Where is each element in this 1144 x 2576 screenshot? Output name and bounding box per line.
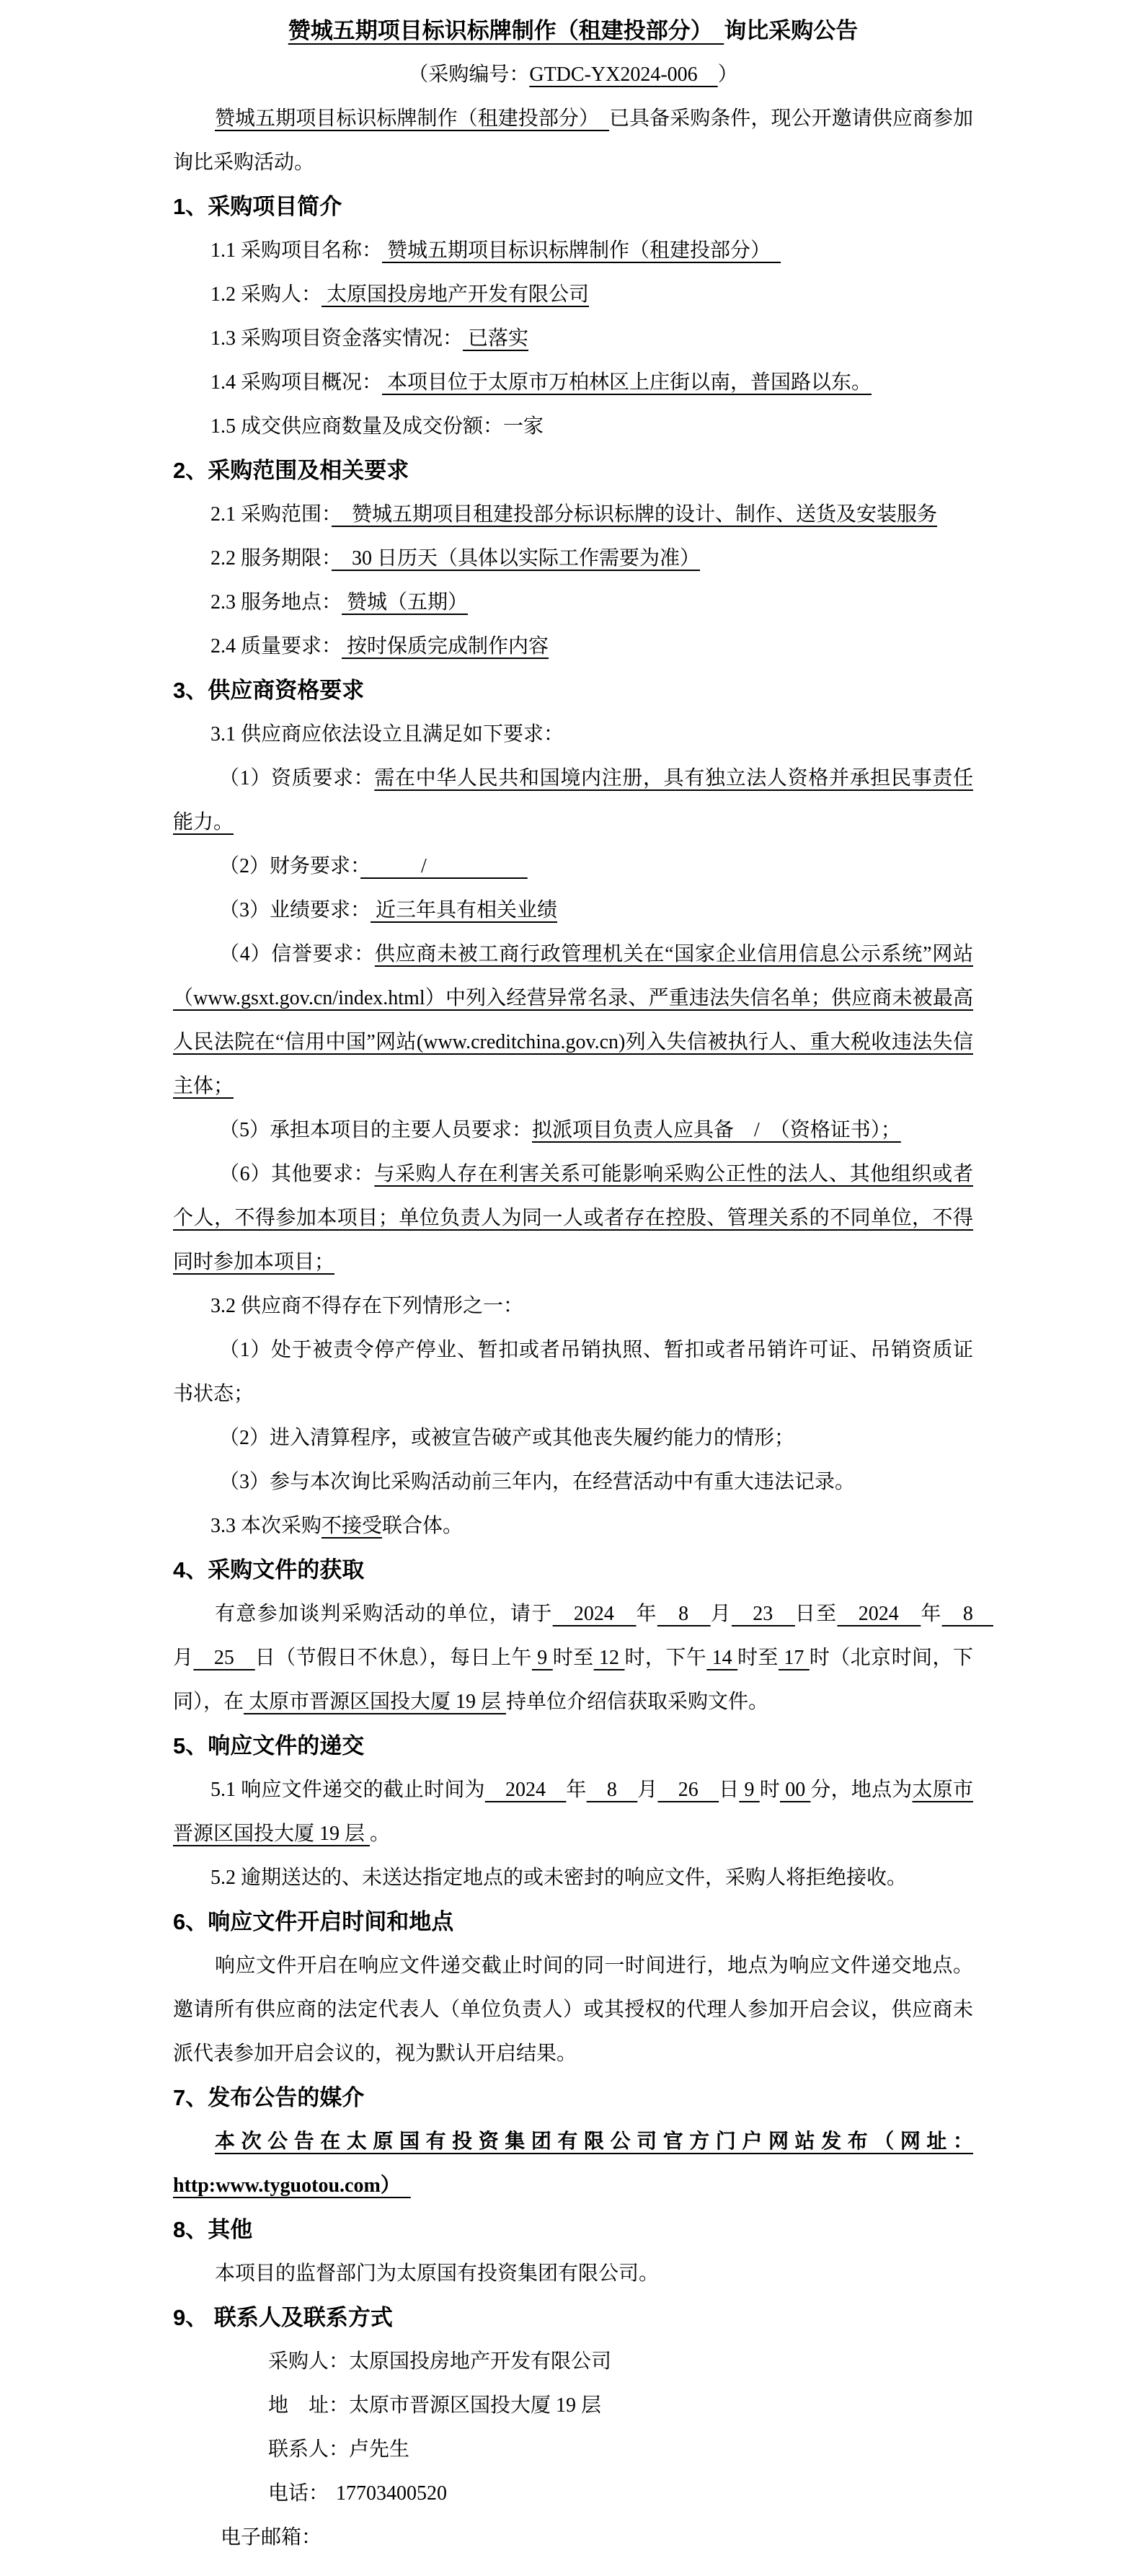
section-2-heading — [173, 448, 973, 492]
section-2-heading-run-0: 2、采购范围及相关要求 — [173, 458, 409, 483]
section-4-paragraph-run-1: 2024 — [552, 1603, 637, 1625]
item-3-2-run-0: 3.2 供应商不得存在下列情形之一： — [210, 1295, 524, 1317]
contact-person — [173, 2427, 973, 2471]
section-9-heading-run-0: 9、 联系人及联系方式 — [173, 2305, 393, 2330]
procurement-number-run-2: ） — [717, 63, 738, 86]
item-3-1-2 — [173, 844, 973, 888]
item-2-1-run-1: 赞城五期项目租建投部分标识标牌的设计、制作、送货及安装服务 — [332, 503, 938, 526]
procurement-number — [173, 53, 973, 97]
item-5-1-run-11: 太原市晋源区国投大厦 19 层 — [173, 1779, 973, 1845]
item-1-4-run-0: 1.4 采购项目概况： — [210, 371, 383, 394]
item-2-4-run-0: 2.4 质量要求： — [210, 635, 342, 658]
item-2-2 — [173, 536, 973, 580]
item-2-1-run-0: 2.1 采购范围： — [210, 503, 332, 526]
item-5-2 — [173, 1856, 973, 1900]
contact-person-run-1: 卢先生 — [349, 2438, 410, 2461]
item-2-4-run-1: 按时保质完成制作内容 — [342, 635, 549, 658]
intro-paragraph-run-0: 赞城五期项目标识标牌制作（租建投部分） — [215, 107, 610, 130]
item-2-4 — [173, 624, 973, 668]
item-3-1-5 — [173, 1108, 973, 1152]
section-7-paragraph-run-1: http:www.tyguotou.com） — [173, 2174, 411, 2197]
section-4-paragraph-run-11: 25 — [193, 1647, 255, 1669]
contact-person-run-0: 联系人： — [268, 2438, 350, 2461]
document-title-run-1: 询比采购公告 — [724, 18, 859, 43]
item-1-5-run-0: 1.5 成交供应商数量及成交份额：一家 — [210, 415, 544, 438]
item-3-2 — [173, 1284, 973, 1328]
item-1-3-run-0: 1.3 采购项目资金落实情况： — [210, 327, 464, 350]
section-4-paragraph-run-13: 9 — [531, 1647, 553, 1669]
section-5-heading — [173, 1724, 973, 1768]
item-5-1-run-7: 9 — [739, 1779, 760, 1801]
document-body — [173, 9, 993, 2559]
item-3-1-6-run-1: 与采购人存在利害关系可能影响采购公正性的法人、其他组织或者个人，不得参加本项目；单位负责人为同一人或者存在控股、管理关系的不同单位，不得同时参加本项目； — [173, 1163, 973, 1273]
item-2-1 — [173, 492, 973, 536]
item-3-2-1 — [173, 1328, 973, 1416]
section-4-paragraph-run-9: 8 — [941, 1603, 993, 1625]
item-5-2-run-0: 5.2 逾期送达的、未送达指定地点的或未密封的响应文件，采购人将拒绝接收。 — [210, 1867, 908, 1889]
section-4-paragraph-run-3: 8 — [657, 1603, 711, 1625]
section-8-heading — [173, 2208, 973, 2252]
item-3-1-6-run-0: （6）其他要求： — [219, 1163, 375, 1185]
section-4-heading — [173, 1548, 973, 1592]
item-3-3-run-0: 3.3 本次采购 — [210, 1515, 322, 1537]
item-5-1-run-6: 日 — [719, 1779, 740, 1801]
section-8-paragraph — [173, 2252, 973, 2296]
item-1-2 — [173, 273, 973, 317]
item-1-1-run-1: 赞城五期项目标识标牌制作（租建投部分） — [382, 239, 781, 262]
section-1-heading-run-0: 1、采购项目简介 — [173, 194, 342, 219]
item-3-1-5-run-1: 拟派项目负责人应具备 / （资格证书）； — [532, 1119, 901, 1141]
section-4-paragraph-run-19: 17 — [779, 1647, 810, 1669]
section-4-paragraph-run-6: 日至 — [794, 1603, 838, 1625]
section-4-paragraph-run-20: 时（北京时间，下同），在 — [173, 1647, 973, 1713]
item-5-1-run-10: 分，地点为 — [810, 1779, 913, 1801]
item-3-2-3-run-0: （3）参与本次询比采购活动前三年内，在经营活动中有重大违法记录。 — [219, 1471, 856, 1493]
contact-email — [173, 2515, 973, 2559]
section-4-paragraph-run-4: 月 — [710, 1603, 732, 1625]
section-7-heading-run-0: 7、发布公告的媒介 — [173, 2085, 365, 2110]
item-2-3-run-0: 2.3 服务地点： — [210, 591, 342, 614]
item-1-4-run-1: 本项目位于太原市万柏林区上庄街以南，普国路以东。 — [382, 371, 872, 394]
item-1-4 — [173, 360, 973, 404]
section-7-paragraph — [173, 2120, 973, 2208]
item-1-1-run-0: 1.1 采购项目名称： — [210, 239, 383, 262]
item-5-1-run-0: 5.1 响应文件递交的截止时间为 — [210, 1779, 485, 1801]
contact-phone-run-0: 电话： — [268, 2482, 329, 2505]
item-3-2-2 — [173, 1416, 973, 1460]
section-4-paragraph-run-5: 23 — [731, 1603, 795, 1625]
section-4-paragraph-run-18: 时至 — [737, 1647, 779, 1669]
section-4-paragraph-run-10: 月 — [173, 1647, 194, 1669]
item-1-3-run-1: 已落实 — [463, 327, 529, 350]
section-4-paragraph-run-21: 太原市晋源区国投大厦 19 层 — [244, 1691, 507, 1713]
item-5-1-run-5: 26 — [657, 1779, 719, 1801]
section-4-paragraph-run-15: 12 — [593, 1647, 625, 1669]
item-3-1-4-run-0: （4）信誉要求： — [219, 943, 375, 965]
section-8-paragraph-run-0: 本项目的监督部门为太原国有投资集团有限公司。 — [215, 2262, 660, 2285]
contact-purchaser-run-1: 太原国投房地产开发有限公司 — [349, 2350, 612, 2373]
section-3-heading-run-0: 3、供应商资格要求 — [173, 678, 365, 703]
document-title — [173, 9, 973, 53]
contact-purchaser-run-0: 采购人： — [268, 2350, 350, 2373]
item-1-2-run-0: 1.2 采购人： — [210, 283, 322, 306]
section-4-paragraph-run-8: 年 — [921, 1603, 942, 1625]
item-3-1-3 — [173, 888, 973, 932]
procurement-number-run-1: GTDC-YX2024-006 — [529, 63, 718, 86]
section-4-paragraph — [173, 1592, 993, 1724]
section-6-paragraph-run-0: 响应文件开启在响应文件递交截止时间的同一时间进行，地点为响应文件递交地点。邀请所有供应商的法定代表人（单位负责人）或其授权的代理人参加开启会议，供应商未派代表参加开启会议的，视为默认开启结果。 — [173, 1955, 973, 2065]
section-4-paragraph-run-14: 时至 — [552, 1647, 594, 1669]
section-4-paragraph-run-2: 年 — [636, 1603, 657, 1625]
section-1-heading — [173, 185, 973, 229]
item-3-3-run-2: 联合体。 — [382, 1515, 464, 1537]
section-9-heading — [173, 2296, 973, 2340]
item-3-1-2-run-1: / — [360, 855, 528, 877]
section-4-heading-run-0: 4、采购文件的获取 — [173, 1557, 365, 1583]
item-1-2-run-1: 太原国投房地产开发有限公司 — [322, 283, 590, 306]
item-3-1-6 — [173, 1152, 973, 1284]
contact-phone-run-1: 17703400520 — [336, 2482, 447, 2505]
item-5-1-run-2: 年 — [566, 1779, 587, 1801]
section-6-heading-run-0: 6、响应文件开启时间和地点 — [173, 1909, 454, 1934]
item-3-1-1-run-0: （1）资质要求： — [219, 767, 375, 789]
item-5-1-run-12: 。 — [370, 1823, 391, 1845]
item-5-1-run-9: 00 — [780, 1779, 811, 1801]
item-2-2-run-0: 2.2 服务期限： — [210, 547, 332, 570]
contact-address-run-1: 太原市晋源区国投大厦 19 层 — [349, 2394, 602, 2417]
item-3-1-3-run-1: 近三年具有相关业绩 — [371, 899, 558, 921]
document-title-run-0: 赞城五期项目标识标牌制作（租建投部分） — [288, 18, 724, 43]
item-5-1-run-8: 时 — [759, 1779, 780, 1801]
item-3-1-4-run-1: 供应商未被工商行政管理机关在“国家企业信用信息公示系统”网站（www.gsxt.gov.cn/index.html）中列入经营异常名录、严重违法失信名单；供应商未被最高人民法院在“信用中国”网站(www.creditchina.gov.cn)列入失信被执行人、重大税收违法失信主体； — [173, 943, 973, 1097]
item-3-1 — [173, 712, 973, 756]
item-2-2-run-1: 30 日历天（具体以实际工作需要为准） — [332, 547, 701, 570]
item-5-1 — [173, 1768, 973, 1856]
procurement-number-run-0: （采购编号： — [408, 63, 530, 86]
item-5-1-run-1: 2024 — [484, 1779, 567, 1801]
section-6-paragraph — [173, 1944, 973, 2076]
intro-paragraph — [173, 97, 973, 185]
section-4-paragraph-run-7: 2024 — [837, 1603, 921, 1625]
item-5-1-run-4: 月 — [637, 1779, 658, 1801]
item-3-1-4 — [173, 932, 973, 1108]
item-3-1-1-run-1: 需在中华人民共和国境内注册，具有独立法人资格并承担民事责任能力。 — [173, 767, 973, 833]
item-3-1-3-run-0: （3）业绩要求： — [219, 899, 371, 921]
item-3-2-3 — [173, 1460, 973, 1504]
item-1-3 — [173, 317, 973, 360]
item-3-1-5-run-0: （5）承担本项目的主要人员要求： — [219, 1119, 533, 1141]
item-1-1 — [173, 229, 973, 273]
section-4-paragraph-run-12: 日（节假日不休息），每日上午 — [254, 1647, 532, 1669]
item-3-1-run-0: 3.1 供应商应依法设立且满足如下要求： — [210, 723, 564, 745]
section-4-paragraph-run-22: 持单位介绍信获取采购文件。 — [506, 1691, 769, 1713]
item-3-3 — [173, 1504, 973, 1548]
section-3-heading — [173, 668, 973, 712]
contact-address — [173, 2384, 973, 2427]
item-2-3-run-1: 赞城（五期） — [342, 591, 469, 614]
section-5-heading-run-0: 5、响应文件的递交 — [173, 1733, 365, 1758]
item-5-1-run-3: 8 — [586, 1779, 638, 1801]
contact-address-run-0: 地 址： — [268, 2394, 350, 2417]
item-3-1-2-run-0: （2）财务要求： — [219, 855, 361, 877]
contact-purchaser — [173, 2340, 973, 2384]
section-4-paragraph-run-0: 有意参加谈判采购活动的单位，请于 — [215, 1603, 553, 1625]
section-7-paragraph-run-0: 本次公告在太原国有投资集团有限公司官方门户网站发布（网址： — [215, 2130, 973, 2153]
item-1-5 — [173, 404, 973, 448]
item-3-1-1 — [173, 756, 973, 844]
item-3-3-run-1: 不接受 — [322, 1515, 383, 1537]
section-4-paragraph-run-17: 14 — [706, 1647, 738, 1669]
item-2-3 — [173, 580, 973, 624]
intro-paragraph-run-1: 已具备采购条件，现公开邀请供应商参加询比采购活动。 — [173, 107, 973, 174]
section-8-heading-run-0: 8、其他 — [173, 2217, 253, 2242]
item-3-2-2-run-0: （2）进入清算程序，或被宣告破产或其他丧失履约能力的情形； — [219, 1427, 795, 1449]
section-6-heading — [173, 1900, 973, 1944]
contact-phone — [173, 2471, 973, 2515]
section-4-paragraph-run-16: 时，下午 — [624, 1647, 707, 1669]
contact-email-run-0: 电子邮箱： — [221, 2526, 322, 2549]
item-3-2-1-run-0: （1）处于被责令停产停业、暂扣或者吊销执照、暂扣或者吊销许可证、吊销资质证书状态； — [173, 1339, 973, 1405]
section-7-heading — [173, 2076, 973, 2120]
